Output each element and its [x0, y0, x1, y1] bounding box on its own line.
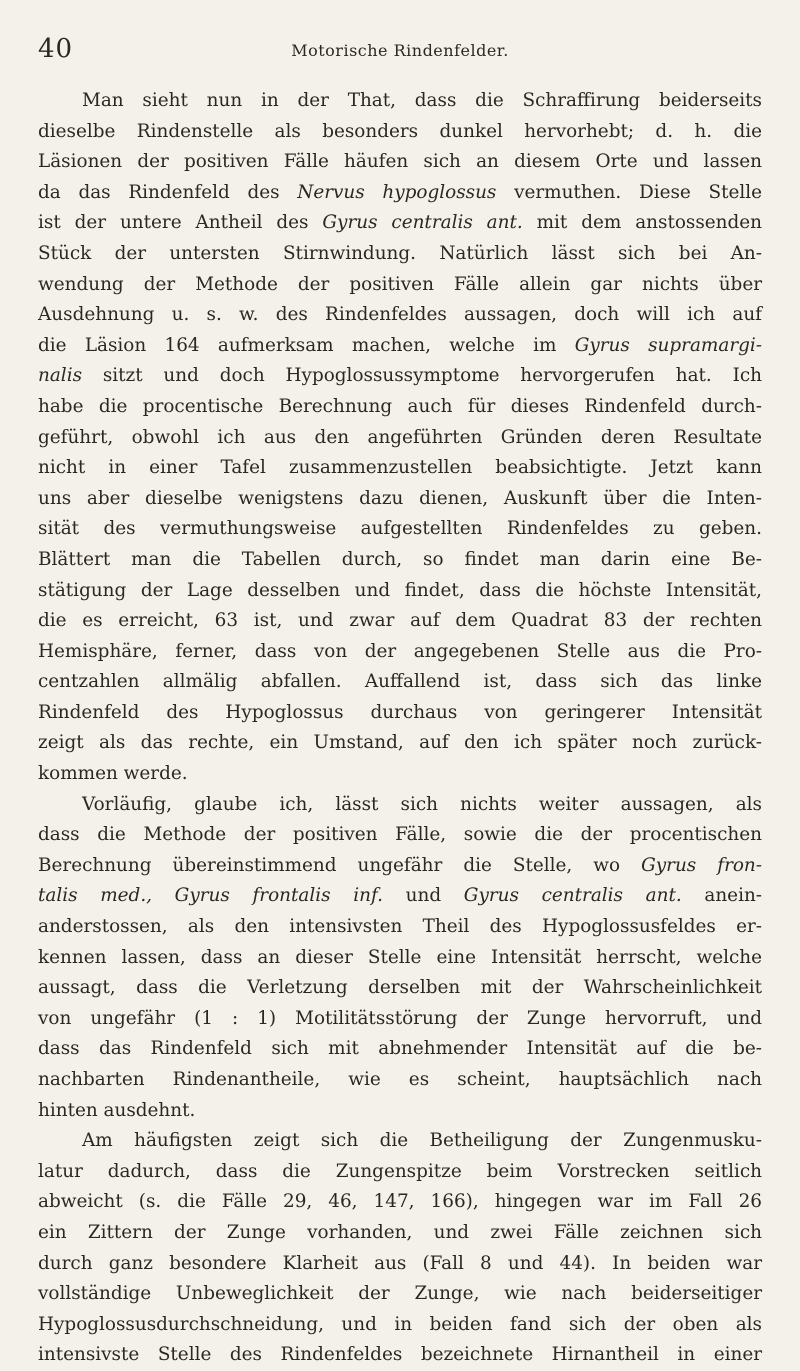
text-line [38, 208, 762, 239]
text-line [38, 912, 762, 943]
text-line [38, 820, 762, 851]
text-segment: habe die procentische Berechnung auch für dieses Rindenfeld durch- [38, 395, 762, 417]
text-line [38, 851, 762, 882]
text-line [38, 1340, 762, 1371]
text-line [38, 606, 762, 637]
text-line [38, 1004, 762, 1035]
text-segment: Blättert man die Tabellen durch, so findet man darin eine Be- [38, 548, 762, 570]
text-line [38, 453, 762, 484]
text-line [38, 759, 762, 790]
text-segment: vollständige Unbeweglichkeit der Zunge, wie nach beiderseitiger [38, 1283, 762, 1305]
text-line [38, 484, 762, 515]
running-title: Motorische Rindenfelder. [291, 41, 509, 60]
italic-term: Gyrus centralis ant. [322, 212, 523, 234]
text-segment: vermuthen. Diese Stelle [496, 181, 763, 203]
text-segment: Hemisphäre, ferner, dass von der angegebenen Stelle aus die Pro- [38, 640, 762, 662]
text-segment: die es erreicht, 63 ist, und zwar auf dem Quadrat 83 der rechten [38, 610, 762, 632]
text-segment: kennen lassen, dass an dieser Stelle eine Intensität herrscht, welche [38, 946, 762, 968]
text-segment: centzahlen allmälig abfallen. Auffallend ist, dass sich das linke [38, 671, 762, 693]
text-line [38, 973, 762, 1004]
text-segment: kommen werde. [38, 763, 188, 785]
text-segment: zeigt als das rechte, ein Umstand, auf den ich später noch zurück- [38, 732, 762, 754]
text-line [38, 1126, 762, 1157]
text-line [38, 1187, 762, 1218]
text-line [38, 1096, 762, 1127]
text-segment: abweicht (s. die Fälle 29, 46, 147, 166), hingegen war im Fall 26 [38, 1191, 762, 1213]
italic-term: Gyrus supramargi- [574, 334, 762, 356]
text-line [38, 1279, 762, 1310]
text-line [38, 392, 762, 423]
text-line [38, 178, 762, 209]
text-segment: nicht in einer Tafel zusammenzustellen beabsichtigte. Jetzt kann [38, 457, 762, 479]
text-line [38, 86, 762, 117]
text-segment: Hypoglossusdurchschneidung, und in beiden fand sich der oben als [38, 1313, 762, 1335]
text-segment: uns aber dieselbe wenigstens dazu dienen, Auskunft über die Inten- [38, 487, 762, 509]
text-segment: mit dem anstossenden [522, 212, 763, 234]
text-segment: dass das Rindenfeld sich mit abnehmender Intensität auf die be- [38, 1038, 762, 1060]
text-segment: dieselbe Rindenstelle als besonders dunkel hervorhebt; d. h. die [38, 120, 762, 142]
text-line [38, 423, 762, 454]
text-segment: Stück der untersten Stirnwindung. Natürlich lässt sich bei An- [38, 242, 762, 264]
body-text [38, 86, 762, 1371]
text-segment: von ungefähr (1 : 1) Motilitätsstörung der Zunge hervorruft, und [38, 1007, 762, 1029]
text-segment: Läsionen der positiven Fälle häufen sich an diesem Orte und lassen [38, 151, 762, 173]
text-line [38, 117, 762, 148]
text-segment: ist der untere Antheil des [38, 212, 323, 234]
text-line [38, 881, 762, 912]
text-line [38, 300, 762, 331]
text-line [38, 361, 762, 392]
text-segment: die Läsion 164 aufmerksam machen, welche im [38, 334, 575, 356]
text-segment: stätigung der Lage desselben und findet, dass die höchste Intensität, [38, 579, 762, 601]
text-segment: da das Rindenfeld des [38, 181, 298, 203]
text-line [38, 790, 762, 821]
page-header [38, 34, 762, 70]
text-line [38, 1034, 762, 1065]
text-segment: Man sieht nun in der That, dass die Schraffirung beiderseits [82, 90, 762, 111]
text-line [38, 1249, 762, 1280]
text-segment: wendung der Methode der positiven Fälle allein gar nichts über [38, 273, 762, 295]
text-segment: durch ganz besondere Klarheit aus (Fall 8 und 44). In beiden war [38, 1252, 762, 1274]
text-line [38, 331, 762, 362]
text-segment: anein- [681, 885, 763, 907]
text-segment: Am häufigsten zeigt sich die Betheiligung der Zungenmusku- [82, 1130, 762, 1152]
text-line [38, 637, 762, 668]
text-segment: sitzt und doch Hypoglossussymptome hervorgerufen hat. Ich [82, 365, 762, 387]
text-line [38, 667, 762, 698]
text-line [38, 943, 762, 974]
text-segment: anderstossen, als den intensivsten Theil des Hypoglossusfeldes er- [38, 916, 762, 938]
text-segment: Rindenfeld des Hypoglossus durchaus von geringerer Intensität [38, 701, 762, 723]
text-segment: und [382, 885, 464, 907]
text-line [38, 728, 762, 759]
text-line [38, 1065, 762, 1096]
text-segment: hinten ausdehnt. [38, 1099, 196, 1121]
italic-term: Gyrus fron- [641, 854, 762, 876]
text-segment: nachbarten Rindenantheile, wie es scheint, hauptsächlich nach [38, 1069, 762, 1090]
text-segment: ein Zittern der Zunge vorhanden, und zwei Fälle zeichnen sich [38, 1221, 762, 1243]
text-line [38, 147, 762, 178]
text-line [38, 1310, 762, 1341]
text-segment: geführt, obwohl ich aus den angeführten Gründen deren Resultate [38, 426, 762, 448]
page-number: 40 [38, 34, 74, 64]
text-line [38, 270, 762, 301]
text-line [38, 514, 762, 545]
text-segment: intensivste Stelle des Rindenfeldes bezeichnete Hirnantheil in einer [38, 1344, 762, 1366]
text-segment: Berechnung übereinstimmend ungefähr die Stelle, wo [38, 854, 642, 876]
text-line [38, 545, 762, 576]
text-segment: dass die Methode der positiven Fälle, sowie die der procentischen [38, 824, 762, 846]
text-segment: Ausdehnung u. s. w. des Rindenfeldes aussagen, doch will ich auf [38, 304, 762, 326]
italic-term: nalis [38, 365, 83, 387]
text-segment: sität des vermuthungsweise aufgestellten Rindenfeldes zu geben. [38, 518, 762, 540]
italic-term: talis med., Gyrus frontalis inf. [38, 885, 383, 907]
text-line [38, 239, 762, 270]
italic-term: Nervus hypoglossus [297, 181, 497, 203]
text-segment: latur dadurch, dass die Zungenspitze beim Vorstrecken seitlich [38, 1160, 762, 1182]
text-line [38, 1218, 762, 1249]
text-line [38, 1157, 762, 1188]
text-segment: aussagt, dass die Verletzung derselben mit der Wahrscheinlichkeit [38, 977, 762, 999]
text-segment: Vorläufig, glaube ich, lässt sich nichts weiter aussagen, als [82, 793, 762, 815]
italic-term: Gyrus centralis ant. [463, 885, 682, 907]
text-line [38, 576, 762, 607]
text-line [38, 698, 762, 729]
